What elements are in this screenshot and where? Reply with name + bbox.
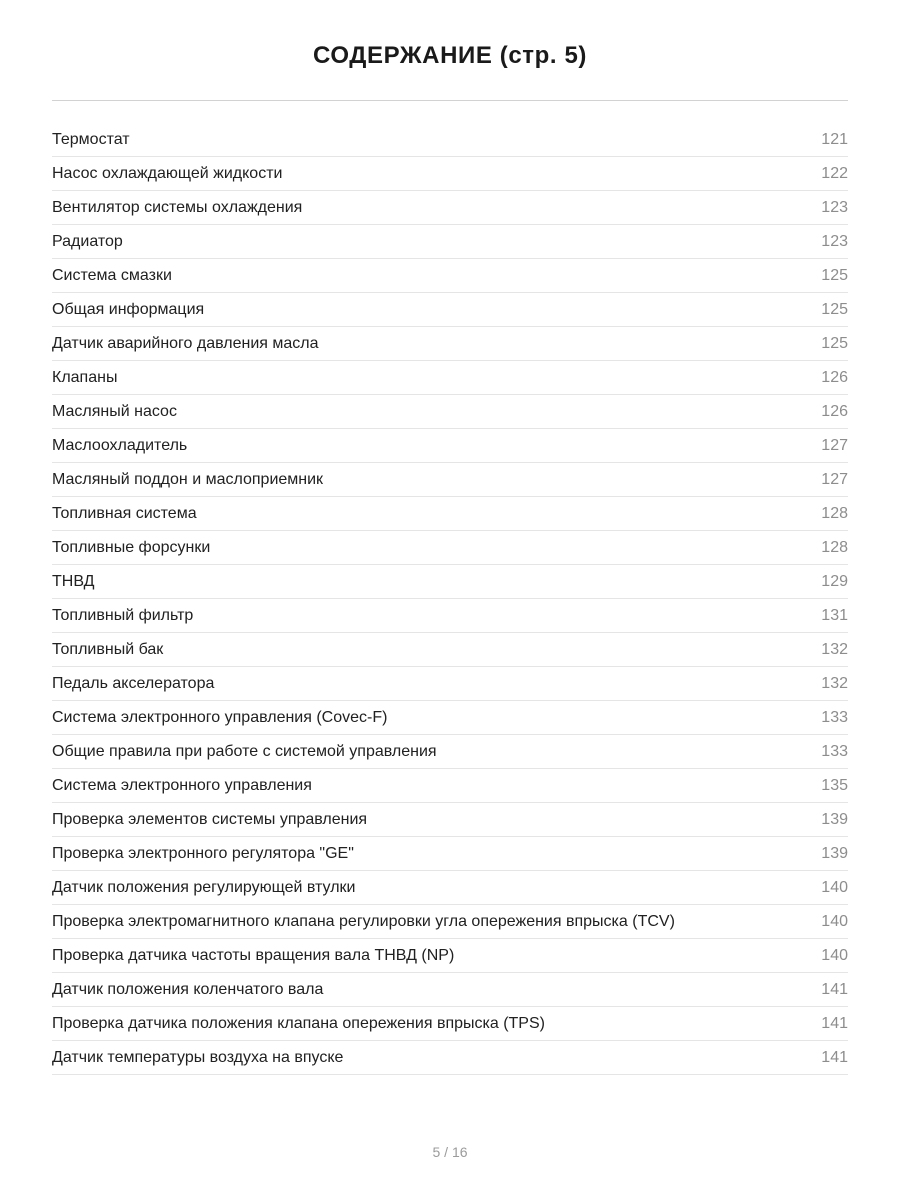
toc-row[interactable]: [52, 1007, 848, 1041]
toc-item-page: 132: [821, 640, 848, 658]
toc-item-label: Датчик температуры воздуха на впуске: [52, 1048, 344, 1066]
toc-item-page: 127: [821, 470, 848, 488]
toc-item-page: 125: [821, 334, 848, 352]
toc-row[interactable]: [52, 667, 848, 701]
toc-item-page: 141: [821, 1014, 848, 1032]
toc-row[interactable]: [52, 463, 848, 497]
toc-row[interactable]: [52, 973, 848, 1007]
toc-item-page: 133: [821, 742, 848, 760]
toc-row[interactable]: [52, 803, 848, 837]
toc-item-page: 135: [821, 776, 848, 794]
toc-row[interactable]: [52, 735, 848, 769]
toc-item-page: 139: [821, 844, 848, 862]
toc-item-label: Топливный бак: [52, 640, 164, 658]
toc-item-label: Система смазки: [52, 266, 172, 284]
toc-item-page: 141: [821, 1048, 848, 1066]
toc-item-label: Общая информация: [52, 300, 205, 318]
title-divider: [52, 100, 848, 101]
toc-item-label: Общие правила при работе с системой управления: [52, 742, 437, 760]
toc-row[interactable]: [52, 633, 848, 667]
toc-item-label: Датчик положения коленчатого вала: [52, 980, 324, 998]
toc-row[interactable]: [52, 905, 848, 939]
toc-row[interactable]: [52, 259, 848, 293]
toc-item-label: Проверка электронного регулятора "GE": [52, 844, 354, 862]
toc-item-label: Вентилятор системы охлаждения: [52, 198, 303, 216]
toc-item-label: Масляный насос: [52, 402, 177, 420]
toc-row[interactable]: [52, 599, 848, 633]
toc-item-label: Проверка датчика частоты вращения вала ТНВД (NP): [52, 946, 455, 964]
toc-item-label: Проверка элементов системы управления: [52, 810, 368, 828]
toc-item-page: 126: [821, 402, 848, 420]
toc-item-label: Термостат: [52, 130, 130, 148]
toc-item-page: 132: [821, 674, 848, 692]
toc-item-label: Система электронного управления (Covec-F): [52, 708, 388, 726]
toc-row[interactable]: [52, 1041, 848, 1075]
toc-row[interactable]: [52, 837, 848, 871]
toc-item-page: 129: [821, 572, 848, 590]
toc-row[interactable]: [52, 395, 848, 429]
toc-item-page: 140: [821, 878, 848, 896]
toc-row[interactable]: [52, 293, 848, 327]
toc-item-page: 140: [821, 912, 848, 930]
toc-item-label: Радиатор: [52, 232, 123, 250]
toc-item-page: 141: [821, 980, 848, 998]
toc-item-label: Масляный поддон и маслоприемник: [52, 470, 324, 488]
toc-row[interactable]: [52, 225, 848, 259]
toc-row[interactable]: [52, 191, 848, 225]
toc-row[interactable]: [52, 429, 848, 463]
toc-row[interactable]: [52, 531, 848, 565]
toc-item-page: 128: [821, 504, 848, 522]
toc-item-page: 139: [821, 810, 848, 828]
toc-item-label: Топливная система: [52, 504, 197, 522]
toc-row[interactable]: [52, 157, 848, 191]
toc-item-page: 121: [821, 130, 848, 148]
toc-item-page: 133: [821, 708, 848, 726]
toc-item-page: 122: [821, 164, 848, 182]
page-footer: 5 / 16: [432, 1144, 468, 1160]
toc-item-label: Проверка датчика положения клапана опережения впрыска (TPS): [52, 1014, 545, 1032]
toc-item-page: 131: [821, 606, 848, 624]
toc-item-label: Топливный фильтр: [52, 606, 194, 624]
toc-list: [52, 123, 848, 1075]
toc-row[interactable]: [52, 361, 848, 395]
toc-item-label: Проверка электромагнитного клапана регулировки угла опережения впрыска (TCV): [52, 912, 675, 930]
toc-row[interactable]: [52, 497, 848, 531]
toc-item-label: Система электронного управления: [52, 776, 312, 794]
toc-item-label: Педаль акселератора: [52, 674, 215, 692]
toc-item-label: Насос охлаждающей жидкости: [52, 164, 283, 182]
toc-item-page: 140: [821, 946, 848, 964]
toc-row[interactable]: [52, 939, 848, 973]
toc-item-label: Топливные форсунки: [52, 538, 211, 556]
toc-row[interactable]: [52, 769, 848, 803]
toc-item-page: 123: [821, 198, 848, 216]
toc-row[interactable]: [52, 327, 848, 361]
toc-item-page: 125: [821, 300, 848, 318]
toc-item-page: 127: [821, 436, 848, 454]
toc-item-label: ТНВД: [52, 572, 95, 590]
toc-row[interactable]: [52, 565, 848, 599]
toc-row[interactable]: [52, 871, 848, 905]
toc-row[interactable]: [52, 123, 848, 157]
toc-item-page: 125: [821, 266, 848, 284]
toc-item-page: 123: [821, 232, 848, 250]
toc-item-label: Маслоохладитель: [52, 436, 188, 454]
toc-item-label: Клапаны: [52, 368, 118, 386]
toc-item-page: 128: [821, 538, 848, 556]
page-title: СОДЕРЖАНИЕ (стр. 5): [313, 42, 587, 69]
toc-item-label: Датчик аварийного давления масла: [52, 334, 319, 352]
toc-row[interactable]: [52, 701, 848, 735]
toc-item-page: 126: [821, 368, 848, 386]
toc-item-label: Датчик положения регулирующей втулки: [52, 878, 356, 896]
